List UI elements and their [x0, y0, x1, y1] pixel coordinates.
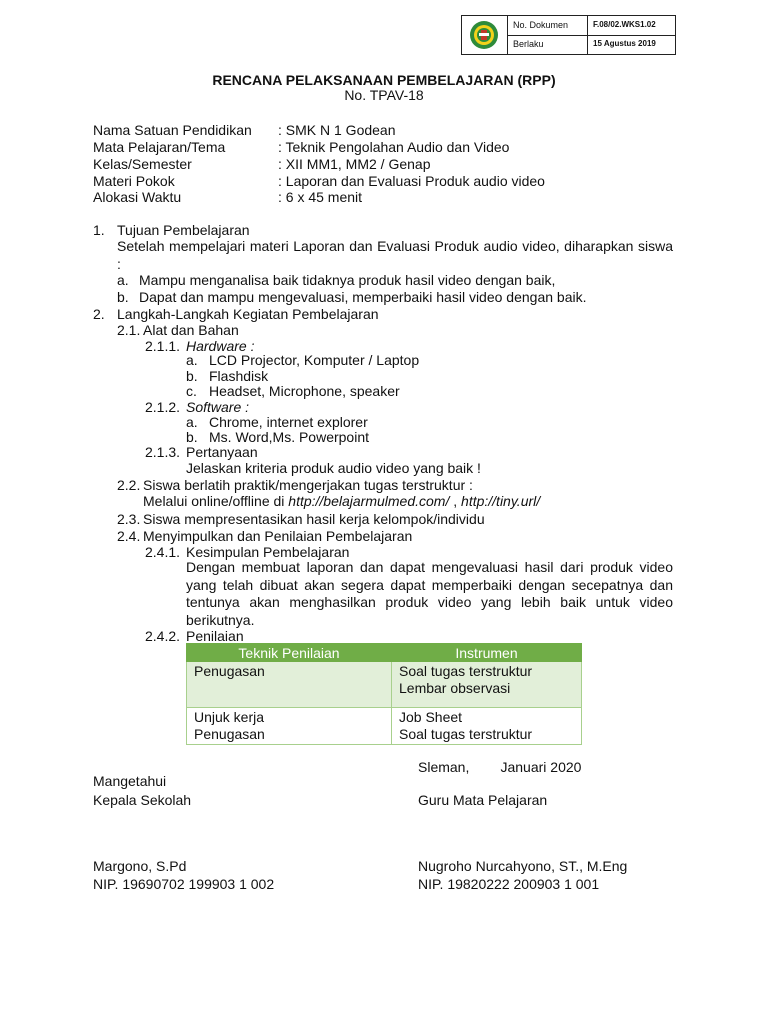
document-control-table [461, 15, 676, 55]
practice-links-line [143, 493, 540, 509]
identity-label: Alokasi Waktu [93, 189, 182, 205]
identity-value: : Laporan dan Evaluasi Produk audio video [278, 173, 545, 189]
teacher-name: Nugroho Nurcahyono, ST., M.Eng [418, 858, 628, 874]
instrument-text: Lembar observasi [399, 680, 511, 696]
conclusion-text: Dengan membuat laporan dan dapat mengevaluasi hasil dari produk video yang telah dibuat akan segera dapat memperbaiki dengan secepatnya dan tentunya akan menghasilkan produk video yang lebih baik untuk video berikutnya. [186, 559, 673, 628]
section-number: 1. [93, 222, 105, 238]
table-row [187, 662, 582, 708]
subsection-number: 2.1. [117, 322, 141, 338]
subsection-number: 2.1.3. [145, 444, 181, 460]
software-item: Ms. Word,Ms. Powerpoint [209, 429, 370, 445]
subsection-number: 2.3. [117, 511, 141, 527]
identity-value: : Teknik Pengolahan Audio dan Video [278, 139, 510, 155]
valid-value: 15 Agustus 2019 [593, 39, 656, 48]
principal-role: Kepala Sekolah [93, 792, 192, 808]
technique-cell [187, 708, 392, 745]
column-header: Teknik Penilaian [187, 644, 392, 662]
teacher-nip: NIP. 19820222 200903 1 001 [418, 876, 600, 892]
hardware-item: Flashdisk [209, 368, 269, 384]
instrument-text: Soal tugas terstruktur [399, 663, 533, 679]
list-marker: c. [186, 383, 197, 399]
technique-cell [187, 662, 392, 708]
subsection-title: Hardware : [186, 338, 255, 354]
list-marker: a. [186, 352, 198, 368]
doc-number-label: No. Dokumen [513, 20, 569, 30]
list-marker: b. [186, 429, 198, 445]
practice-prefix: Melalui online/offline di [143, 493, 289, 509]
place-date: Sleman, Januari 2020 [418, 759, 582, 775]
subsection-number: 2.1.2. [145, 399, 181, 415]
subsection-number: 2.1.1. [145, 338, 181, 354]
belajarmulmed-link[interactable]: http://belajarmulmed.com/ [288, 493, 450, 509]
subsection-title: Siswa mempresentasikan hasil kerja kelompok/individu [143, 511, 485, 527]
software-item: Chrome, internet explorer [209, 414, 368, 430]
document-number: No. TPAV-18 [344, 87, 424, 103]
subsection-title: Kesimpulan Pembelajaran [186, 544, 350, 560]
identity-label: Mata Pelajaran/Tema [93, 139, 226, 155]
subsection-number: 2.4.2. [145, 628, 181, 644]
instrument-cell [392, 708, 582, 745]
principal-name: Margono, S.Pd [93, 858, 187, 874]
section-title: Tujuan Pembelajaran [117, 222, 250, 238]
subsection-number: 2.4.1. [145, 544, 181, 560]
subsection-number: 2.4. [117, 528, 141, 544]
objective-item: Mampu menganalisa baik tidaknya produk hasil video dengan baik, [139, 272, 556, 288]
section-number: 2. [93, 306, 105, 322]
assessment-table [186, 643, 582, 745]
logo-cell [462, 16, 508, 54]
hardware-item: Headset, Microphone, speaker [209, 383, 400, 399]
subsection-title: Penilaian [186, 628, 244, 644]
objective-intro: Setelah mempelajari materi Laporan dan Evaluasi Produk audio video, diharapkan siswa : [117, 238, 673, 272]
hardware-item: LCD Projector, Komputer / Laptop [209, 352, 420, 368]
subsection-number: 2.2. [117, 477, 141, 493]
tinyurl-link[interactable]: http://tiny.url/ [461, 493, 541, 509]
valid-date-row [507, 35, 675, 54]
subsection-title: Software : [186, 399, 250, 415]
identity-label: Kelas/Semester [93, 156, 192, 172]
table-header-row [187, 644, 582, 662]
technique-text: Unjuk kerja [194, 709, 265, 725]
doc-number-value: F.08/02.WKS1.02 [593, 20, 656, 29]
column-header: Instrumen [392, 644, 582, 662]
objective-item: Dapat dan mampu mengevaluasi, memperbaiki hasil video dengan baik. [139, 289, 587, 305]
subsection-title: Siswa berlatih praktik/mengerjakan tugas terstruktur : [143, 477, 473, 493]
doc-number-row [507, 16, 675, 36]
school-emblem-icon [469, 20, 499, 50]
instrument-text: Soal tugas terstruktur [399, 726, 533, 742]
technique-text: Penugasan [194, 726, 265, 742]
list-marker: b. [186, 368, 198, 384]
identity-value: : SMK N 1 Godean [278, 122, 396, 138]
principal-nip: NIP. 19690702 199903 1 002 [93, 876, 275, 892]
list-marker: a. [117, 272, 129, 288]
technique-text: Penugasan [194, 663, 265, 679]
document-title: RENCANA PELAKSANAAN PEMBELAJARAN (RPP) [212, 72, 556, 88]
subsection-title: Menyimpulkan dan Penilaian Pembelajaran [143, 528, 413, 544]
identity-label: Materi Pokok [93, 173, 175, 189]
subsection-title: Pertanyaan [186, 444, 258, 460]
table-row [187, 708, 582, 745]
link-separator: , [449, 493, 462, 509]
instrument-text: Job Sheet [399, 709, 463, 725]
valid-label: Berlaku [513, 39, 544, 49]
section-title: Langkah-Langkah Kegiatan Pembelajaran [117, 306, 379, 322]
acknowledgement: Mangetahui [93, 773, 167, 789]
subsection-title: Alat dan Bahan [143, 322, 239, 338]
teacher-role: Guru Mata Pelajaran [418, 792, 548, 808]
instrument-cell [392, 662, 582, 708]
identity-label: Nama Satuan Pendidikan [93, 122, 252, 138]
question-text: Jelaskan kriteria produk audio video yang baik ! [186, 460, 481, 476]
list-marker: a. [186, 414, 198, 430]
list-marker: b. [117, 289, 129, 305]
identity-value: : 6 x 45 menit [278, 189, 363, 205]
identity-value: : XII MM1, MM2 / Genap [278, 156, 431, 172]
